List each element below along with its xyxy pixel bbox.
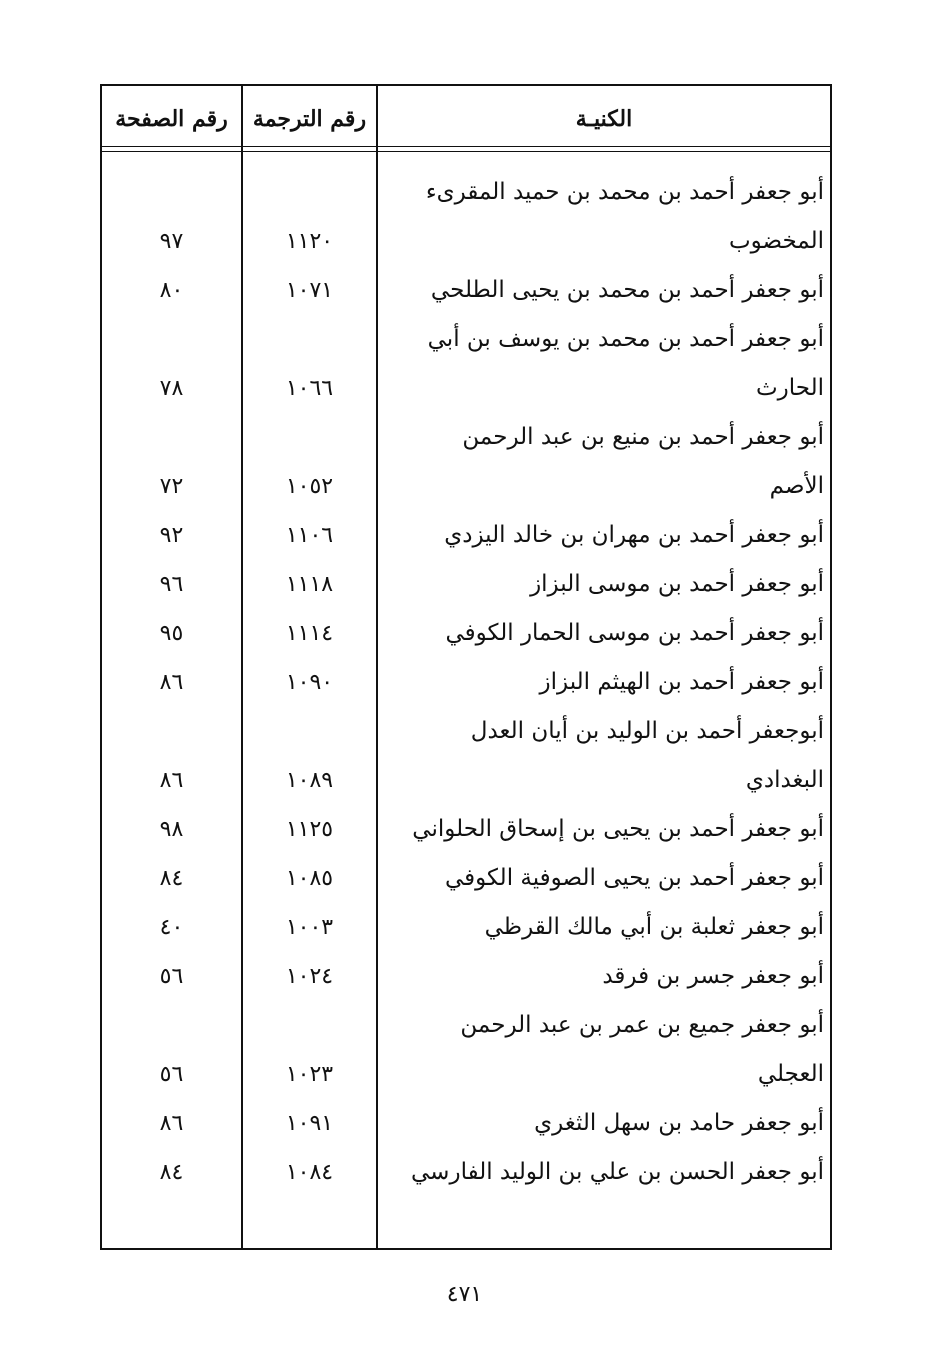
table-row (102, 903, 830, 952)
kunya-text: أبو جعفر ثعلبة بن أبي مالك القرظي (484, 914, 824, 940)
kunya-cell (378, 952, 824, 1001)
biography-number-cell: ١٠٥٢ (285, 474, 334, 499)
page-number-cell: ٨٦ (159, 768, 184, 793)
header-page-number: رقم الصفحة (115, 106, 228, 132)
table-row (102, 266, 830, 315)
biography-number-cell: ١٠٨٩ (285, 768, 334, 793)
kunya-text: أبو جعفر أحمد بن يحيى الصوفية الكوفي (444, 865, 824, 891)
kunya-cell (378, 315, 824, 413)
kunya-cell (378, 658, 824, 707)
table-row (102, 609, 830, 658)
biography-number-cell: ١١١٨ (285, 572, 334, 597)
kunya-text: أبو جعفر أحمد بن موسى البزاز (530, 571, 824, 597)
kunya-text: أبو جعفر حامد بن سهل الثغري (534, 1110, 824, 1136)
kunya-text: أبو جعفر أحمد بن محمد بن يحيى الطلحي (430, 277, 824, 303)
table-row (102, 1099, 830, 1148)
biography-number-cell: ١٠٠٣ (285, 915, 334, 940)
page-number-cell: ٨٦ (159, 1111, 184, 1136)
biography-number-cell: ١٠٢٣ (285, 1062, 334, 1087)
kunya-text: أبو جعفر أحمد بن محمد بن يوسف بن أبي (427, 326, 824, 352)
kunya-cell (378, 707, 824, 805)
page-number-cell: ٩٧ (159, 229, 184, 254)
table-row (102, 511, 830, 560)
kunya-text: الحارث (755, 375, 824, 401)
kunya-text: أبو جعفر أحمد بن محمد بن حميد المقرىء (425, 179, 824, 205)
biography-number-cell: ١١٢٥ (285, 817, 334, 842)
kunya-cell (378, 854, 824, 903)
biography-number-cell: ١١١٤ (285, 621, 334, 646)
kunya-text: أبو جعفر أحمد بن الهيثم البزاز (539, 669, 824, 695)
biography-number-cell: ١٠٩١ (285, 1111, 334, 1136)
table-row (102, 854, 830, 903)
page-number: ٤٧١ (446, 1282, 483, 1307)
page-number-cell: ٩٦ (159, 572, 184, 597)
biography-number-cell: ١١٠٦ (285, 523, 334, 548)
page-number-cell: ٥٦ (159, 1062, 184, 1087)
kunya-text: أبو جعفر أحمد بن مهران بن خالد اليزدي (444, 522, 824, 548)
index-table (100, 84, 832, 1250)
biography-number-cell: ١٠٧١ (285, 278, 334, 303)
kunya-cell (378, 511, 824, 560)
page-number-cell: ٧٨ (159, 376, 184, 401)
kunya-text: أبو جعفر أحمد بن موسى الحمار الكوفي (445, 620, 824, 646)
table-row (102, 952, 830, 1001)
kunya-text: أبوجعفر أحمد بن الوليد بن أيان العدل (470, 718, 824, 744)
kunya-cell (378, 266, 824, 315)
kunya-text: المخضوب (728, 228, 824, 254)
kunya-text: البغدادي (745, 767, 824, 793)
header-biography-number: رقم الترجمة (252, 106, 367, 132)
biography-number-cell: ١٠٨٥ (285, 866, 334, 891)
table-row (102, 315, 830, 413)
biography-number-cell: ١١٢٠ (285, 229, 334, 254)
page-number-cell: ٥٦ (159, 964, 184, 989)
kunya-text: أبو جعفر الحسن بن علي بن الوليد الفارسي (411, 1159, 824, 1185)
kunya-cell (378, 609, 824, 658)
page-number-cell: ٤٠ (159, 915, 184, 940)
table-row (102, 168, 830, 266)
table-row (102, 707, 830, 805)
biography-number-cell: ١٠٢٤ (285, 964, 334, 989)
table-row (102, 1148, 830, 1197)
page-number-cell: ٧٢ (159, 474, 184, 499)
kunya-cell (378, 413, 824, 511)
kunya-cell (378, 1099, 824, 1148)
kunya-text: الأصم (769, 473, 824, 499)
header-rule-bottom (102, 151, 830, 152)
kunya-cell (378, 903, 824, 952)
kunya-text: أبو جعفر جسر بن فرقد (602, 963, 824, 989)
kunya-text: أبو جعفر جميع بن عمر بن عبد الرحمن (460, 1012, 824, 1038)
page-number-cell: ٨٦ (159, 670, 184, 695)
page-number-cell: ٩٢ (159, 523, 184, 548)
kunya-text: أبو جعفر أحمد بن منيع بن عبد الرحمن (462, 424, 824, 450)
kunya-cell (378, 560, 824, 609)
kunya-text: أبو جعفر أحمد بن يحيى بن إسحاق الحلواني (412, 816, 824, 842)
table-row (102, 413, 830, 511)
biography-number-cell: ١٠٦٦ (285, 376, 334, 401)
table-row (102, 658, 830, 707)
page-number-cell: ٩٨ (159, 817, 184, 842)
page-number-cell: ٩٥ (159, 621, 184, 646)
kunya-cell (378, 1148, 824, 1197)
header-rule-top (102, 146, 830, 147)
table-row (102, 560, 830, 609)
page-number-cell: ٨٤ (159, 1160, 184, 1185)
page-number-cell: ٨٠ (159, 278, 184, 303)
biography-number-cell: ١٠٩٠ (285, 670, 334, 695)
table-row (102, 805, 830, 854)
table-row (102, 1001, 830, 1099)
kunya-text: العجلي (757, 1061, 824, 1087)
biography-number-cell: ١٠٨٤ (285, 1160, 334, 1185)
header-kunya: الكنيـة (575, 106, 633, 132)
page-number-cell: ٨٤ (159, 866, 184, 891)
kunya-cell (378, 805, 824, 854)
kunya-cell (378, 168, 824, 266)
kunya-cell (378, 1001, 824, 1099)
